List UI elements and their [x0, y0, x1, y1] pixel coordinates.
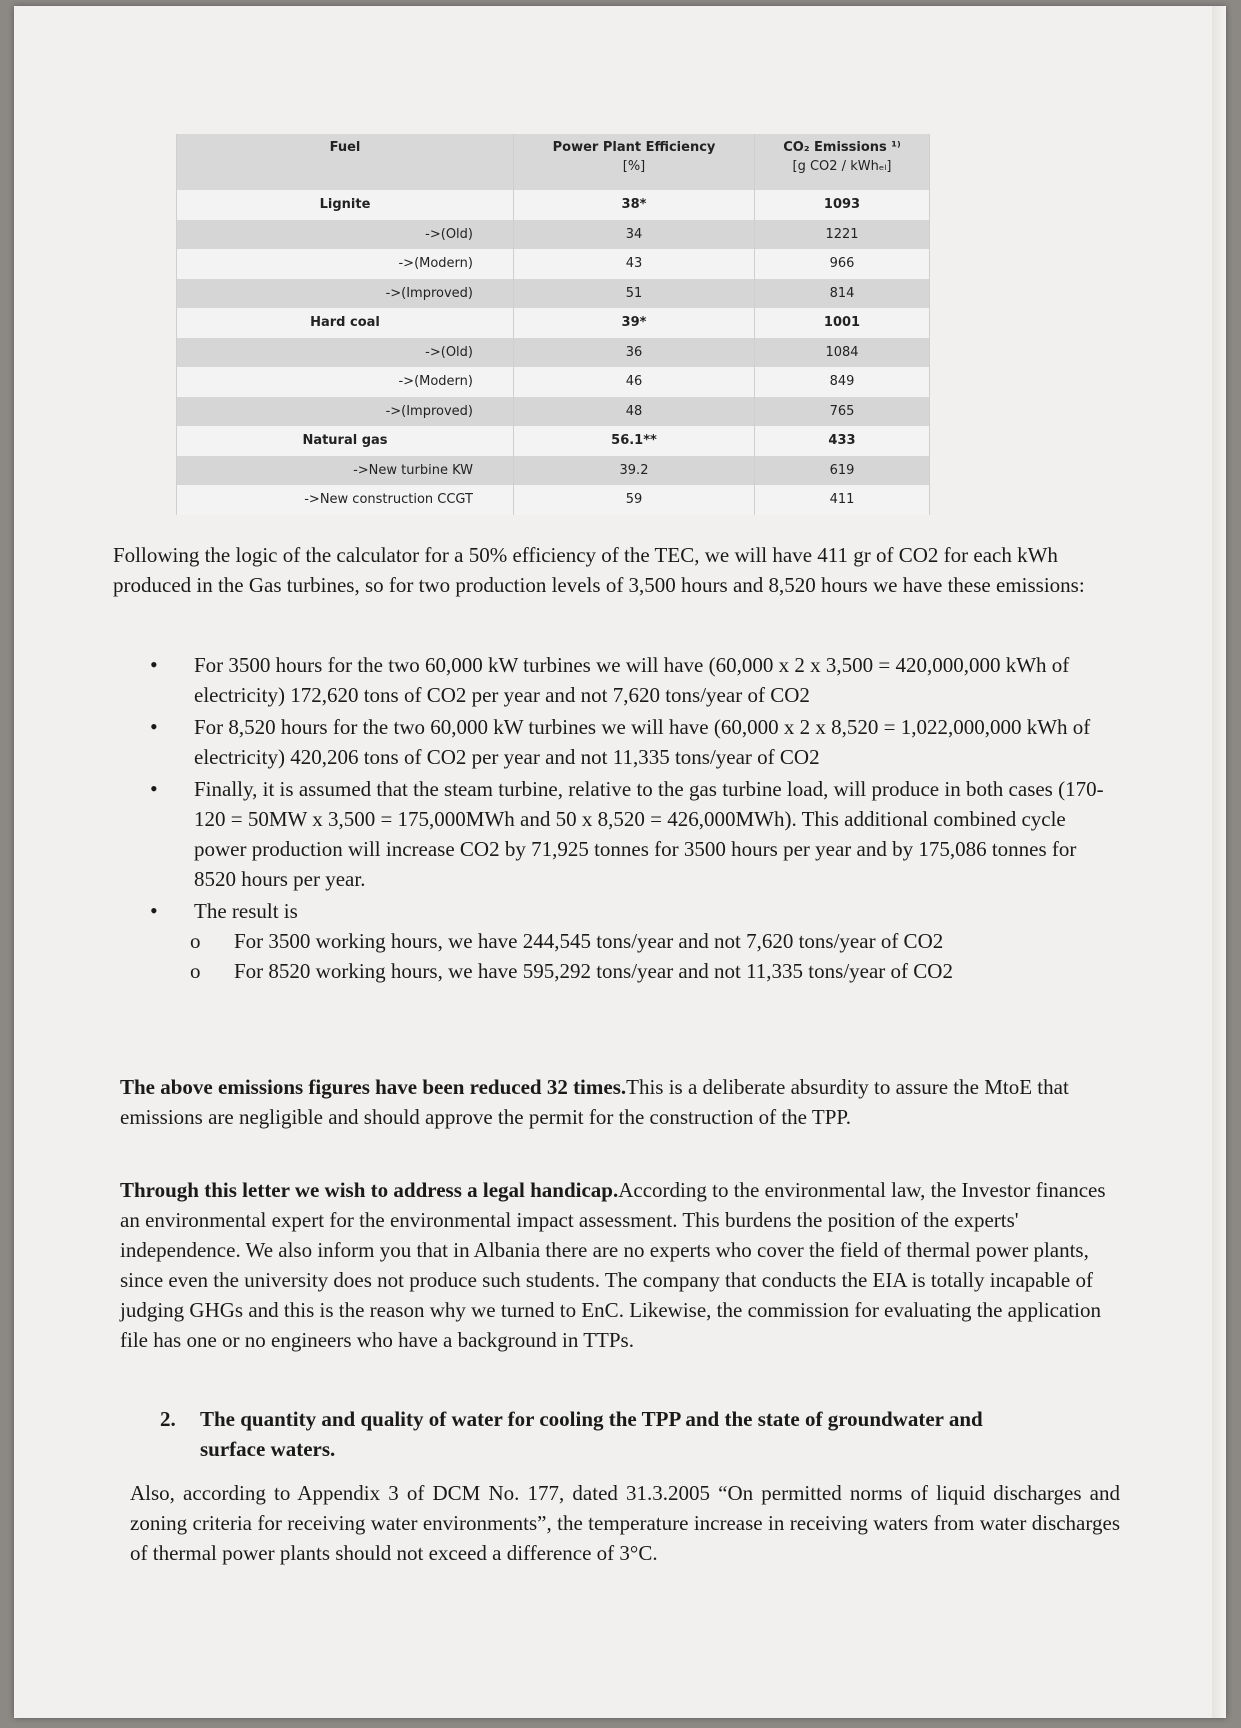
sub-list-item: o For 8520 working hours, we have 595,292 tons/year and not 11,335 tons/year of CO2 — [194, 956, 1110, 986]
emissions-cell: 619 — [755, 456, 930, 486]
paragraph-legal-handicap — [120, 1175, 1115, 1355]
efficiency-cell: 56.1** — [514, 426, 755, 456]
efficiency-cell: 46 — [514, 367, 755, 397]
heading-line-2: surface waters. — [200, 1437, 336, 1461]
paragraph-appendix: Also, according to Appendix 3 of DCM No. 177, dated 31.3.2005 “On permitted norms of liquid discharges and zoning criteria for receiving water environments”, the temperature increase in receiving waters from water discharges of thermal power plants should not exceed a difference of 3°C. — [130, 1481, 1120, 1565]
header-efficiency: Power Plant Efficiency [%] — [514, 134, 755, 190]
fuel-cell: ->(Improved) — [177, 279, 514, 309]
section-number: 2. — [160, 1407, 176, 1431]
paragraph-text: According to the environmental law, the Investor finances an environmental expert for the environmental impact assessment. This burdens the position of the experts' independence. We also inform you that in Albania there are no experts who cover the field of thermal power plants, since even the university does not produce such students. The company that conducts the EIA is totally incapable of judging GHGs and this is the reason why we turned to EnC. Likewise, the commission for evaluating the application file has one or no engineers who have a background in TTPs. — [120, 1178, 1106, 1352]
fuel-cell: Lignite — [177, 190, 514, 220]
list-item: • For 8,520 hours for the two 60,000 kW turbines we will have (60,000 x 2 x 8,520 = 1,022,000,000 kWh of electricity) 420,206 tons of CO2 per year and not 11,335 tons/year of CO2 — [150, 712, 1110, 772]
emissions-cell: 1221 — [755, 220, 930, 250]
emissions-cell: 849 — [755, 367, 930, 397]
emissions-cell: 814 — [755, 279, 930, 309]
emissions-cell: 1001 — [755, 308, 930, 338]
sub-list-item: o For 3500 working hours, we have 244,545 tons/year and not 7,620 tons/year of CO2 — [194, 926, 1110, 956]
emissions-cell: 1093 — [755, 190, 930, 220]
result-label: The result is — [194, 899, 298, 923]
header-fuel: Fuel — [177, 134, 514, 190]
bold-lead: Through this letter we wish to address a legal handicap. — [120, 1178, 619, 1202]
fuel-cell: ->(Improved) — [177, 397, 514, 427]
emissions-table — [176, 134, 930, 515]
fuel-cell: ->(Modern) — [177, 249, 514, 279]
table-row — [177, 338, 930, 368]
table-header-row — [177, 134, 930, 190]
page-edge — [1212, 6, 1226, 1718]
efficiency-cell: 39.2 — [514, 456, 755, 486]
emissions-bullet-list — [150, 650, 1110, 988]
section-heading-2 — [160, 1404, 1130, 1464]
fuel-cell: Natural gas — [177, 426, 514, 456]
emissions-cell: 1084 — [755, 338, 930, 368]
list-item: • Finally, it is assumed that the steam turbine, relative to the gas turbine load, will produce in both cases (170-120 = 50MW x 3,500 = 175,000MWh and 50 x 8,520 = 426,000MWh). This additional combined cycle power production will increase CO2 by 71,925 tonnes for 3500 hours per year and by 175,086 tonnes for 8520 hours per year. — [150, 774, 1110, 894]
emissions-cell: 411 — [755, 485, 930, 515]
list-item — [150, 896, 1110, 986]
bold-lead: The above emissions figures have been reduced 32 times. — [120, 1075, 627, 1099]
efficiency-cell: 34 — [514, 220, 755, 250]
table-row — [177, 220, 930, 250]
efficiency-cell: 51 — [514, 279, 755, 309]
list-item: • For 3500 hours for the two 60,000 kW turbines we will have (60,000 x 2 x 3,500 = 420,000,000 kWh of electricity) 172,620 tons of CO2 per year and not 7,620 tons/year of CO2 — [150, 650, 1110, 710]
fuel-cell: ->New construction CCGT — [177, 485, 514, 515]
emissions-cell: 433 — [755, 426, 930, 456]
fuel-cell: ->(Modern) — [177, 367, 514, 397]
emissions-cell: 765 — [755, 397, 930, 427]
table-row — [177, 308, 930, 338]
paragraph-text: This is a deliberate absurdity to assure the MtoE that emissions are negligible and should approve the permit for the construction of the TPP. — [120, 1075, 1069, 1129]
table-row — [177, 397, 930, 427]
table-row — [177, 190, 930, 220]
table-row — [177, 485, 930, 515]
table-row — [177, 426, 930, 456]
table-row — [177, 367, 930, 397]
fuel-cell: Hard coal — [177, 308, 514, 338]
table-row — [177, 456, 930, 486]
table-row — [177, 279, 930, 309]
fuel-cell: ->(Old) — [177, 338, 514, 368]
efficiency-cell: 43 — [514, 249, 755, 279]
efficiency-cell: 36 — [514, 338, 755, 368]
fuel-cell: ->New turbine KW — [177, 456, 514, 486]
efficiency-cell: 39* — [514, 308, 755, 338]
efficiency-cell: 59 — [514, 485, 755, 515]
emissions-cell: 966 — [755, 249, 930, 279]
heading-line-1: The quantity and quality of water for cooling the TPP and the state of groundwater and — [200, 1407, 983, 1431]
table-row — [177, 249, 930, 279]
efficiency-cell: 38* — [514, 190, 755, 220]
paragraph-calculator: Following the logic of the calculator for a 50% efficiency of the TEC, we will have 411 gr of CO2 for each kWh produced in the Gas turbines, so for two production levels of 3,500 hours and 8,520 hours we have these emissions: — [113, 543, 1085, 597]
result-sub-list — [194, 926, 1110, 986]
header-emissions: CO₂ Emissions ¹⁾ [g CO2 / kWhₑₗ] — [755, 134, 930, 190]
paragraph-reduced-figures — [120, 1072, 1110, 1132]
fuel-cell: ->(Old) — [177, 220, 514, 250]
efficiency-cell: 48 — [514, 397, 755, 427]
